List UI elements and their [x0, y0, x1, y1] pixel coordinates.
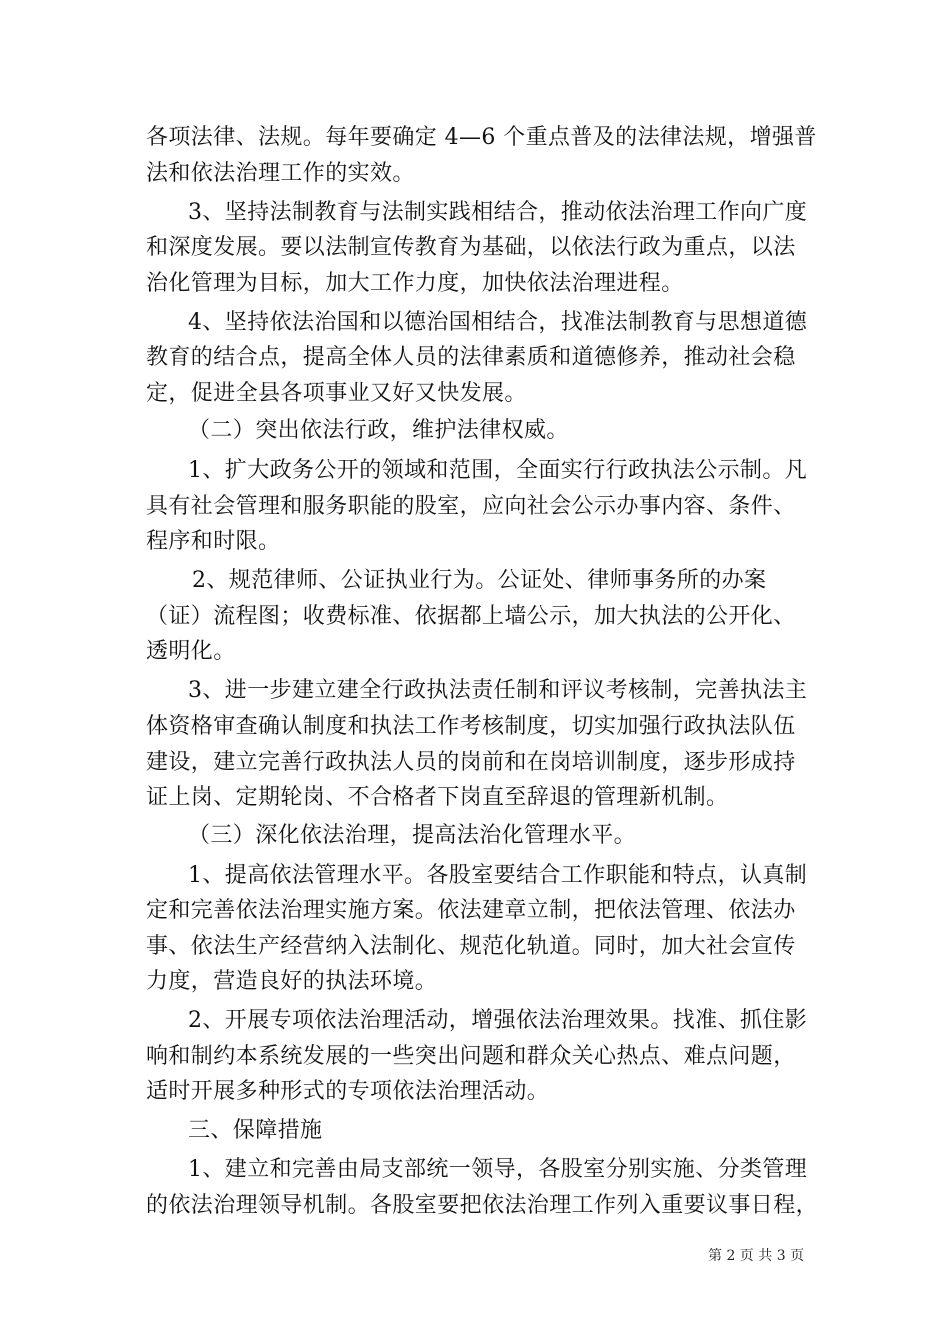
text-line: 2、规范律师、公证执业行为。公证处、律师事务所的办案: [192, 568, 767, 593]
text-line: 定和完善依法治理实施方案。依法建章立制，把依法管理、依法办: [146, 898, 796, 923]
section-heading: （二）突出依法行政，维护法律权威。: [188, 418, 569, 443]
text-line: 体资格审查确认制度和执法工作考核制度，切实加强行政执法队伍: [146, 714, 796, 739]
text-line: 的依法治理领导机制。各股室要把依法治理工作列入重要议事日程，: [146, 1193, 819, 1218]
text-line: （证）流程图；收费标准、依据都上墙公示，加大执法的公开化、: [146, 604, 796, 629]
text-line: 2、开展专项依法治理活动，增强依法治理效果。找准、抓住影: [188, 1008, 808, 1033]
text-line: 1、扩大政务公开的领域和范围，全面实行行政执法公示制。凡: [188, 458, 808, 483]
text-line: 教育的结合点，提高全体人员的法律素质和道德修养，推动社会稳: [146, 345, 796, 370]
text-line: 和深度发展。要以法制宣传教育为基础，以依法行政为重点，以法: [146, 235, 796, 260]
text-line: 证上岗、定期轮岗、不合格者下岗直至辞退的管理新机制。: [146, 785, 729, 810]
text-line: 4、坚持依法治国和以德治国相结合，找准法制教育与思想道德: [188, 310, 808, 335]
text-line: 1、提高依法管理水平。各股室要结合工作职能和特点，认真制: [188, 863, 808, 888]
text-line: 响和制约本系统发展的一些突出问题和群众关心热点、难点问题，: [146, 1044, 796, 1069]
text-line: 透明化。: [146, 639, 236, 664]
text-line: 程序和时限。: [146, 529, 281, 554]
text-line: 各项法律、法规。每年要确定 4—6 个重点普及的法律法规，增强普: [146, 125, 817, 150]
text-line: 建设，建立完善行政执法人员的岗前和在岗培训制度，逐步形成持: [146, 750, 796, 775]
text-line: 治化管理为目标，加大工作力度，加快依法治理进程。: [146, 271, 684, 296]
text-line: 法和依法治理工作的实效。: [146, 161, 415, 186]
text-line: 适时开展多种形式的专项依法治理活动。: [146, 1079, 550, 1104]
text-line: 力度，营造良好的执法环境。: [146, 969, 438, 994]
text-line: 1、建立和完善由局支部统一领导，各股室分别实施、分类管理: [188, 1157, 808, 1182]
text-line: 3、坚持法制教育与法制实践相结合，推动依法治理工作向广度: [188, 200, 808, 225]
page-number: 第 2 页 共 3 页: [708, 1248, 805, 1264]
text-line: 3、进一步建立建全行政执法责任制和评议考核制，完善执法主: [188, 678, 808, 703]
section-heading: 三、保障措施: [188, 1118, 323, 1143]
text-line: 定，促进全县各项事业又好又快发展。: [146, 381, 527, 406]
text-line: 事、依法生产经营纳入法制化、规范化轨道。同时，加大社会宣传: [146, 934, 796, 959]
text-line: 具有社会管理和服务职能的股室，应向社会公示办事内容、条件、: [146, 494, 796, 519]
section-heading: （三）深化依法治理，提高法治化管理水平。: [188, 823, 637, 848]
